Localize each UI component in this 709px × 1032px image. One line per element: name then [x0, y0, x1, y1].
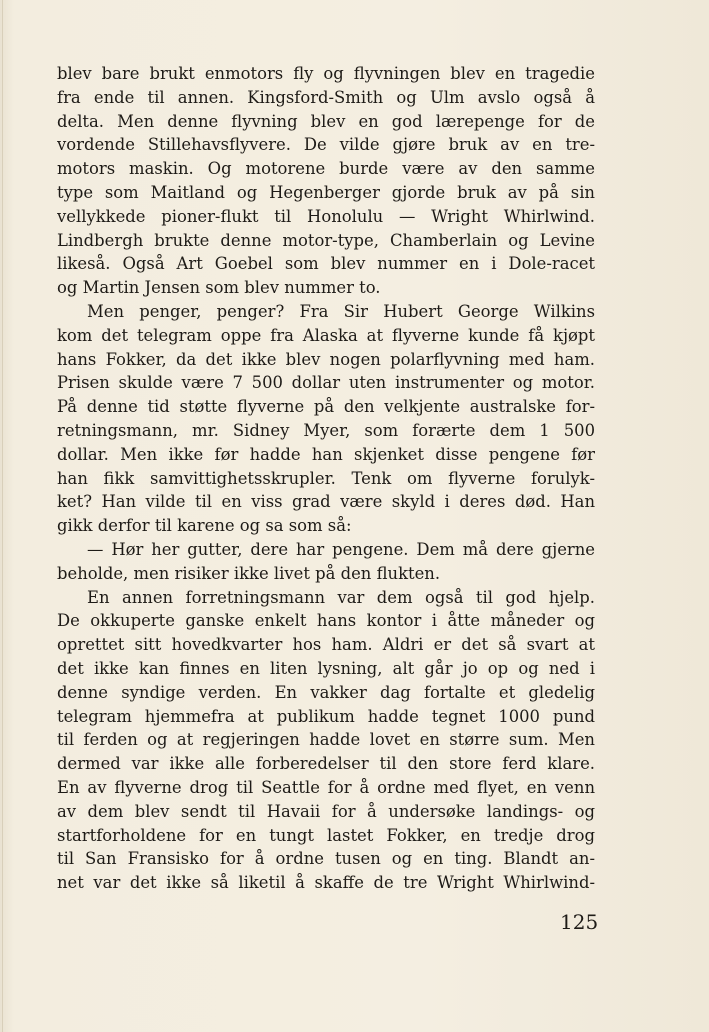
- text-line-1: blev bare brukt enmotors fly og flyvningen blev en tragedie: [57, 64, 595, 83]
- text-line-30: dermed var ikke alle forberedelser til den store ferd klare.: [57, 754, 595, 774]
- text-line-10: og Martin Jensen som blev nummer to.: [57, 278, 381, 298]
- text-line-11: Men penger, penger? Fra Sir Hubert George Wilkins: [87, 301, 595, 321]
- body-text: [57, 62, 595, 895]
- text-line-23: En annen forretningsmann var dem også til god hjelp.: [87, 587, 595, 607]
- page-gutter-edge: [2, 0, 3, 1032]
- text-line-34: til San Fransisko for å ordne tusen og en ting. Blandt an-: [57, 849, 595, 869]
- text-line-25: oprettet sitt hovedkvarter hos ham. Aldri er det så svart at: [57, 635, 595, 655]
- text-line-15: På denne tid støtte flyverne på den velkjente australske for-: [57, 397, 595, 417]
- text-line-18: han fikk samvittighetsskrupler. Tenk om flyverne forulyk-: [57, 468, 595, 488]
- text-line-19: ket? Han vilde til en viss grad være skyld i deres død. Han: [57, 492, 595, 512]
- text-line-26: det ikke kan finnes en liten lysning, alt går jo op og ned i: [57, 658, 595, 678]
- text-line-17: dollar. Men ikke før hadde han skjenket disse pengene før: [57, 444, 595, 464]
- text-line-22: beholde, men risiker ikke livet på den flukten.: [57, 563, 441, 583]
- text-line-6: type som Maitland og Hegenberger gjorde bruk av på sin: [57, 182, 595, 202]
- page-number: 125: [560, 910, 599, 934]
- text-line-14: Prisen skulde være 7 500 dollar uten instrumenter og motor.: [57, 373, 595, 393]
- text-line-24: De okkuperte ganske enkelt hans kontor i åtte måneder og: [57, 611, 595, 631]
- text-line-16: retningsmann, mr. Sidney Myer, som forærte dem 1 500: [57, 420, 595, 440]
- text-line-33: startforholdene for en tungt lastet Fokker, en tredje drog: [57, 825, 595, 845]
- text-line-2: fra ende til annen. Kingsford-Smith og Ulm avslo også å: [57, 87, 595, 107]
- text-line-31: En av flyverne drog til Seattle for å ordne med flyet, en venn: [57, 777, 595, 797]
- text-line-13: hans Fokker, da det ikke blev nogen polarflyvning med ham.: [57, 349, 595, 369]
- text-line-5: motors maskin. Og motorene burde være av den samme: [57, 159, 595, 179]
- text-line-21: — Hør her gutter, dere har pengene. Dem må dere gjerne: [87, 539, 595, 559]
- text-line-29: til ferden og at regjeringen hadde lovet en større sum. Men: [57, 730, 595, 750]
- text-line-12: kom det telegram oppe fra Alaska at flyverne kunde få kjøpt: [57, 325, 595, 345]
- text-line-8: Lindbergh brukte denne motor-type, Chamberlain og Levine: [57, 230, 595, 250]
- text-line-32: av dem blev sendt til Havaii for å undersøke landings- og: [57, 801, 595, 821]
- text-line-7: vellykkede pioner-flukt til Honolulu — Wright Whirlwind.: [57, 206, 595, 226]
- text-line-9: likeså. Også Art Goebel som blev nummer en i Dole-racet: [57, 254, 595, 274]
- text-line-4: vordende Stillehavsflyvere. De vilde gjøre bruk av en tre-: [57, 135, 595, 155]
- text-line-27: denne syndige verden. En vakker dag fortalte et gledelig: [57, 682, 595, 702]
- text-line-20: gikk derfor til karene og sa som så:: [57, 516, 352, 536]
- text-line-3: delta. Men denne flyvning blev en god lærepenge for de: [57, 111, 595, 131]
- text-line-35: net var det ikke så liketil å skaffe de tre Wright Whirlwind-: [57, 873, 595, 893]
- text-line-28: telegram hjemmefra at publikum hadde tegnet 1000 pund: [57, 706, 595, 726]
